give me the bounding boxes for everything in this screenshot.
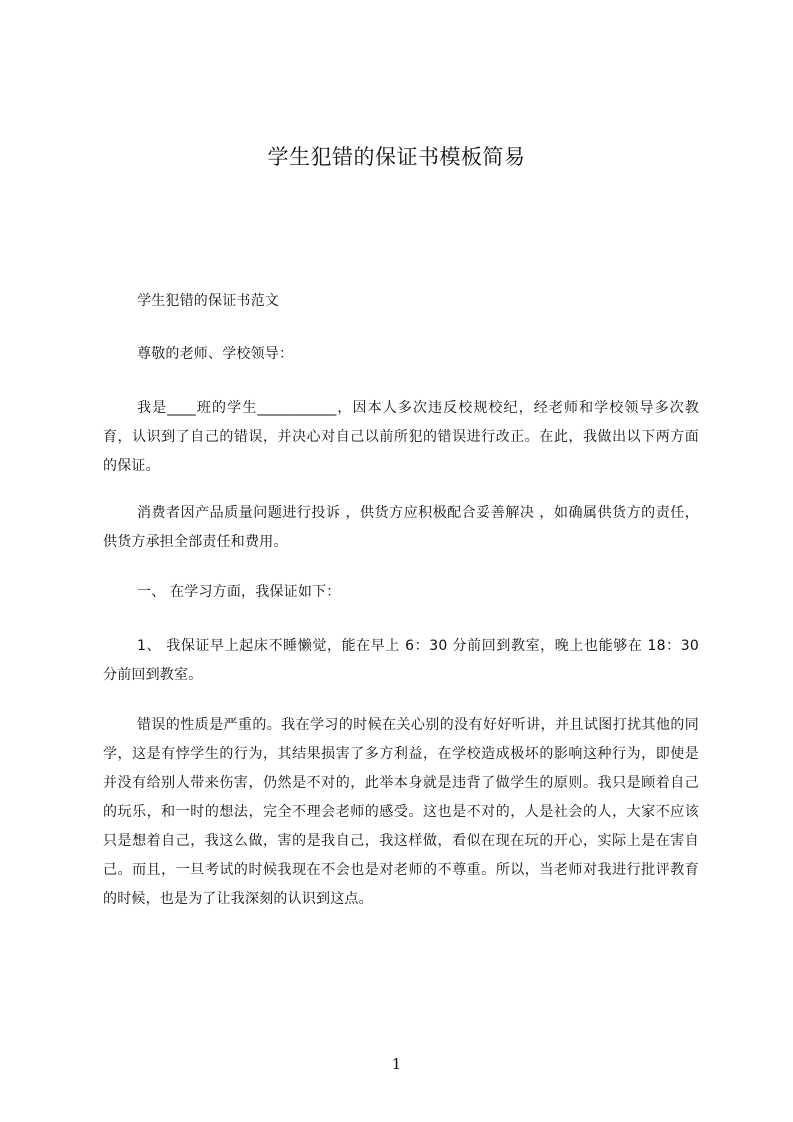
document-title: 学生犯错的保证书模板简易	[267, 145, 526, 169]
document-subtitle: 学生犯错的保证书范文	[137, 293, 279, 309]
paragraph-block-2	[103, 499, 699, 557]
page-number: 1	[391, 1055, 402, 1073]
document-body	[103, 287, 699, 316]
paragraph-block-1	[103, 394, 699, 481]
paragraph-block-4	[103, 632, 699, 690]
paragraph-block-5	[103, 711, 699, 914]
paragraph-block-3	[103, 578, 699, 607]
salutation-block	[103, 340, 699, 369]
paragraph-consumer: 消费者因产品质量问题进行投诉 ，供货方应积极配合妥善解决 ，如确属供货方的责任，供货方承担全部责任和费用。	[103, 505, 699, 550]
paragraph-commitment: 我是____班的学生___________，因本人多次违反校规校纪，经老师和学校领导多次教育，认识到了自己的错误，并决心对自己以前所犯的错误进行改正。在此，我做出以下两方面的保证。	[103, 400, 699, 474]
section-heading-study: 一、 在学习方面，我保证如下：	[137, 584, 341, 600]
salutation: 尊敬的老师、学校领导：	[137, 346, 294, 362]
paragraph-item-1: 1、 我保证早上起床不睡懒觉，能在早上 6：30 分前回到教室，晚上也能够在 18：30 分前回到教室。	[103, 638, 699, 683]
paragraph-reflection: 错误的性质是严重的。我在学习的时候在关心别的没有好好听讲，并且试图打扰其他的同学，这是有悖学生的行为，其结果损害了多方利益，在学校造成极坏的影响这种行为，即使是并没有给别人带来伤害，仍然是不对的，此举本身就是违背了做学生的原则。我只是顾着自己的玩乐，和一时的想法，完全不理会老师的感受。这也是不对的，人是社会的人，大家不应该只是想着自己，我这么做，害的是我自己，我这样做，看似在现在玩的开心，实际上是在害自己。而且，一旦考试的时候我现在不会也是对老师的不尊重。所以，当老师对我进行批评教育的时候，也是为了让我深刻的认识到这点。	[103, 717, 699, 907]
